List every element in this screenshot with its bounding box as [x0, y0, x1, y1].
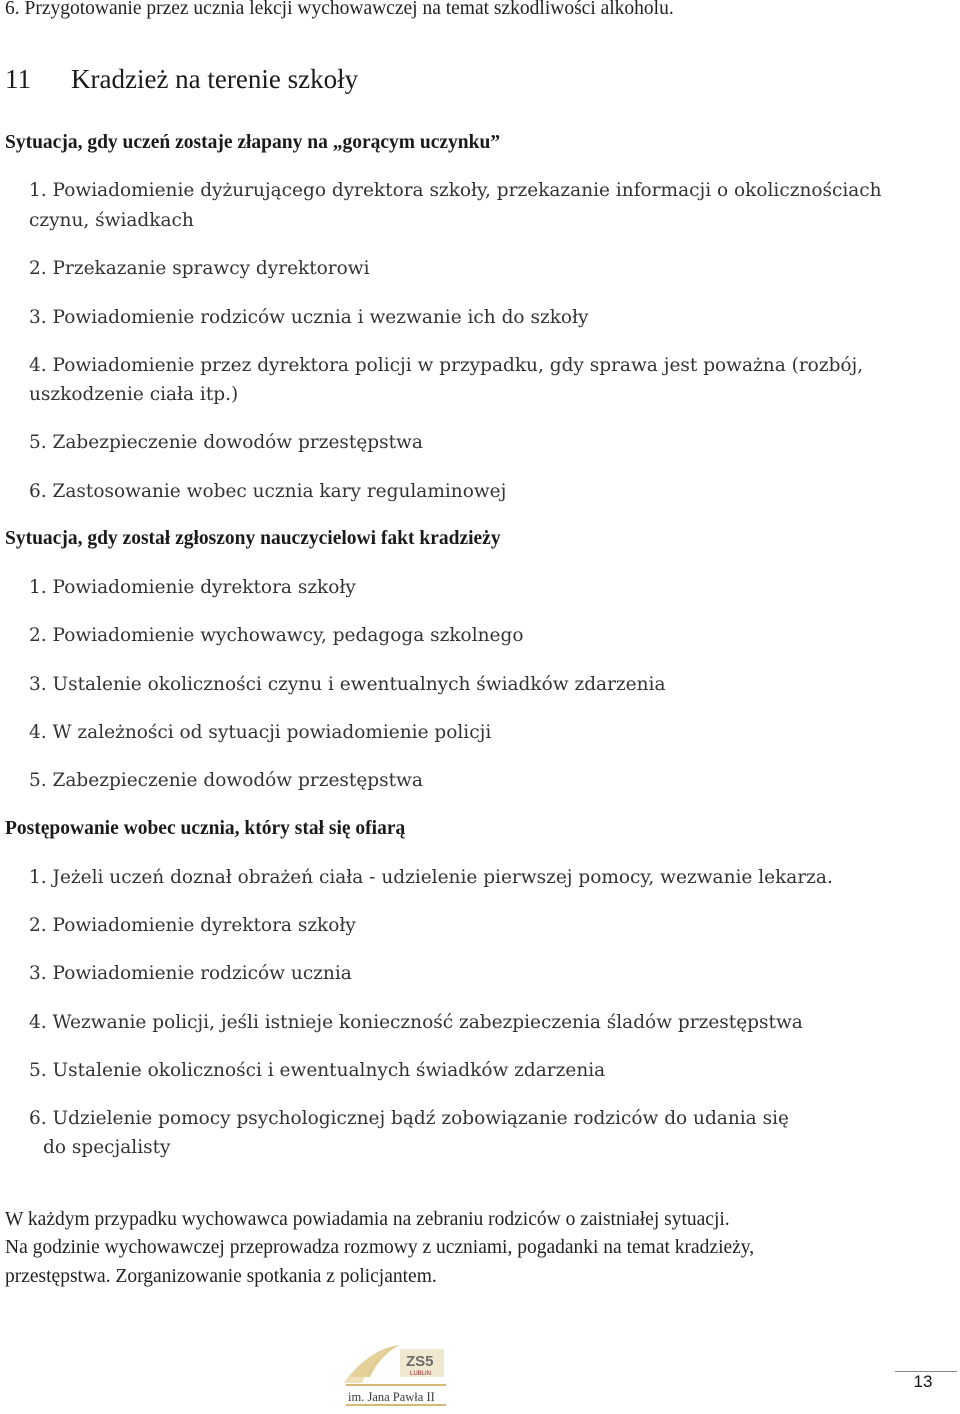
closing-line: Na godzinie wychowawczej przeprowadza rozmowy z uczniami, pogadanki na temat kradzieży, [5, 1237, 755, 1258]
list-item: 1. Powiadomienie dyżurującego dyrektora szkoły, przekazanie informacji o okolicznościach [29, 180, 882, 201]
list-item-continuation: do specjalisty [43, 1137, 171, 1158]
list-item: 5. Zabezpieczenie dowodów przestępstwa [29, 432, 423, 453]
list-item: 2. Przekazanie sprawcy dyrektorowi [29, 258, 370, 279]
list-item: 4. Powiadomienie przez dyrektora policji w przypadku, gdy sprawa jest poważna (rozbój, [29, 355, 864, 376]
school-logo [340, 1339, 460, 1409]
list-item: 2. Powiadomienie wychowawcy, pedagoga szkolnego [29, 625, 524, 646]
list-item: 1. Powiadomienie dyrektora szkoły [29, 577, 356, 598]
school-logo-graphic [340, 1339, 460, 1409]
list-item: 5. Ustalenie okoliczności i ewentualnych świadków zdarzenia [29, 1060, 606, 1081]
block1-title: Sytuacja, gdy uczeń zostaje złapany na „gorącym uczynku” [5, 132, 501, 153]
section-title: Kradzież na terenie szkoły [71, 64, 359, 94]
section-number: 11 [5, 64, 31, 94]
block2-title: Sytuacja, gdy został zgłoszony nauczycielowi fakt kradzieży [5, 528, 501, 549]
logo-abbr: ZS5 [406, 1353, 434, 1370]
list-item: 3. Ustalenie okoliczności czynu i ewentualnych świadków zdarzenia [29, 674, 666, 695]
section-heading [5, 62, 358, 96]
list-item-continuation: uszkodzenie ciała itp.) [29, 384, 239, 405]
list-item: 6. Udzielenie pomocy psychologicznej bądź zobowiązanie rodziców do udania się [29, 1108, 789, 1129]
list-item: 1. Jeżeli uczeń doznał obrażeń ciała - udzielenie pierwszej pomocy, wezwanie lekarza. [29, 867, 833, 888]
list-item: 5. Zabezpieczenie dowodów przestępstwa [29, 770, 423, 791]
list-item: 4. W zależności od sytuacji powiadomienie policji [29, 722, 492, 743]
closing-line: W każdym przypadku wychowawca powiadamia na zebraniu rodziców o zaistniałej sytuacji. [5, 1209, 730, 1230]
list-item: 3. Powiadomienie rodziców ucznia [29, 963, 352, 984]
block3-title: Postępowanie wobec ucznia, który stał się ofiarą [5, 818, 406, 839]
intro-line: 6. Przygotowanie przez ucznia lekcji wychowawczej na temat szkodliwości alkoholu. [5, 0, 674, 19]
list-item: 4. Wezwanie policji, jeśli istnieje konieczność zabezpieczenia śladów przestępstwa [29, 1012, 803, 1033]
list-item: 6. Zastosowanie wobec ucznia kary regulaminowej [29, 481, 507, 502]
list-item: 3. Powiadomienie rodziców ucznia i wezwanie ich do szkoły [29, 307, 589, 328]
page-number: 13 [913, 1372, 933, 1391]
closing-line: przestępstwa. Zorganizowanie spotkania z policjantem. [5, 1266, 437, 1287]
logo-city: LUBLIN [410, 1371, 432, 1377]
list-item-continuation: czynu, świadkach [29, 210, 194, 231]
list-item: 2. Powiadomienie dyrektora szkoły [29, 915, 356, 936]
logo-name: im. Jana Pawła II [348, 1390, 435, 1404]
